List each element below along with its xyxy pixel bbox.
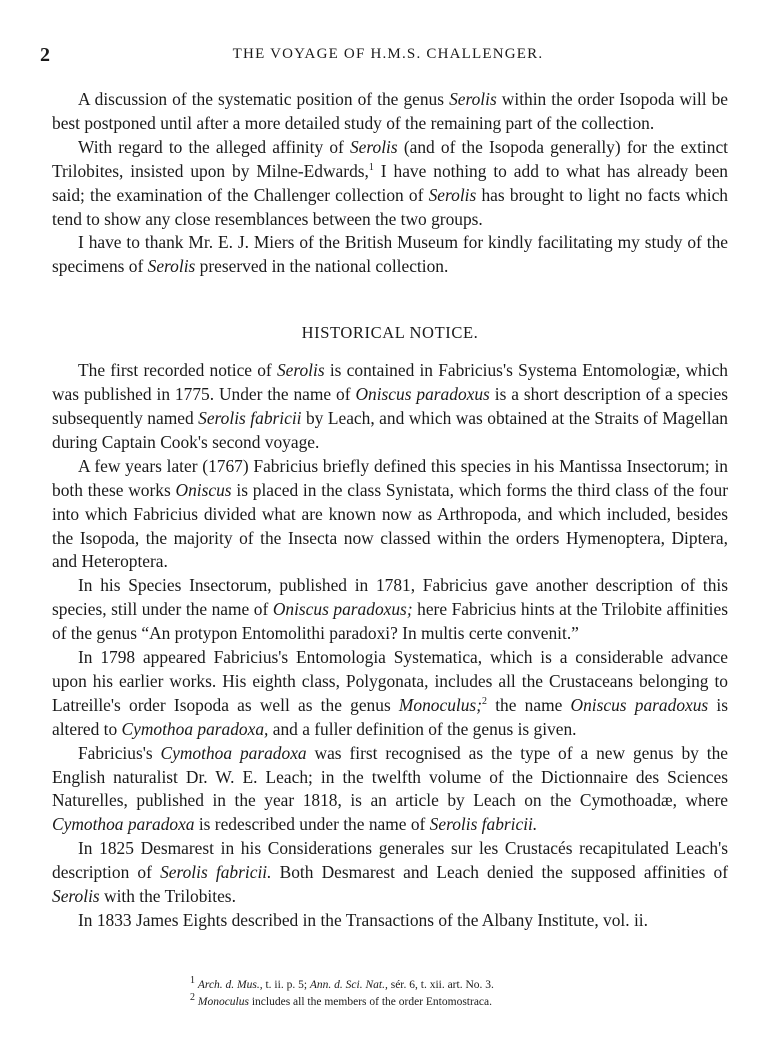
history-paragraph-2: A few years later (1767) Fabricius briefly defined this species in his Mantissa Insectorum; in both these works Oniscus is placed in the class Synistata, which forms the third class of the four into which Fabricius divided what are known now as Arthropoda, and which included, besides the Isopoda, the majority of the Insecta now classed within the orders Hymenoptera, Diptera, and Heteroptera. [52, 455, 728, 572]
history-paragraph-4: In 1798 appeared Fabricius's Entomologia Systematica, which is a considerable advance upon his earlier works. His eighth class, Polygonata, includes all the Crustaceans belonging to Latreille's order Isopoda as well as the genus Monoculus;$^2$ the name Oniscus paradoxus is altered to Cymothoa paradoxa, and a fuller definition of the genus is given. [52, 647, 729, 739]
intro-paragraph-1: A discussion of the systematic position of the genus Serolis within the order Isopoda will be best postponed until after a more detailed study of the remaining part of the collection. [52, 89, 729, 133]
history-paragraph-1: The first recorded notice of Serolis is contained in Fabricius's Systema Entomologiæ, which was published in 1775. Under the name of Oniscus paradoxus is a short description of a species subsequently named Serolis fabricii by Leach, and which was obtained at the Straits of Magellan during Captain Cook's second voyage. [52, 360, 728, 452]
history-paragraph-6: In 1825 Desmarest in his Considerations generales sur les Crustacés recapitulated Leach's description of Serolis fabricii. Both Desmarest and Leach denied the supposed affinities of Serolis with the Trilobites. [52, 838, 728, 907]
page-number: 2 [40, 44, 50, 66]
section-heading: HISTORICAL NOTICE. [301, 323, 479, 343]
history-paragraph-5: Fabricius's Cymothoa paradoxa was first recognised as the type of a new genus by the English naturalist Dr. W. E. Leach; in the twelfth volume of the Dictionnaire des Sciences Naturelles, published in the year 1818, is an article by Leach on the Cymothoadæ, where Cymothoa paradoxa is redescribed under the name of Serolis fabricii. [52, 742, 728, 835]
history-paragraph-3: In his Species Insectorum, published in 1781, Fabricius gave another description of this species, still under the name of Oniscus paradoxus; here Fabricius hints at the Trilobite affinities of the genus “An protypon Entomolithi paradoxi? In multis certe convenit.” [52, 575, 728, 644]
footnote-ref-1: 1 [368, 161, 374, 173]
intro-paragraph-2: With regard to the alleged affinity of Serolis (and of the Isopoda generally) for the extinct Trilobites, insisted upon by Milne-Edwards,$^1$ I have nothing to add to what has already been said; the examination of the Challenger collection of Serolis has brought to light no facts which tend to show any close resemblances between the two groups. [52, 136, 729, 229]
body-text [52, 88, 728, 933]
footnote-1: $^1$ Arch. d. Mus., t. ii. p. 5; Ann. d. Sci. Nat., sér. 6, t. xii. art. No. 3. [190, 975, 494, 991]
history-paragraph-7: In 1833 James Eights described in the Transactions of the Albany Institute, vol. ii. [78, 910, 648, 930]
intro-paragraph-3: I have to thank Mr. E. J. Miers of the British Museum for kindly facilitating my study of the specimens of Serolis preserved in the national collection. [52, 232, 728, 277]
footnote-ref-2: 2 [482, 696, 487, 708]
footnotes [190, 977, 710, 1011]
footnote-2: $^2$ Monoculus includes all the members of the order Entomostraca. [190, 992, 493, 1008]
running-title: THE VOYAGE OF H.M.S. CHALLENGER. [232, 46, 544, 62]
